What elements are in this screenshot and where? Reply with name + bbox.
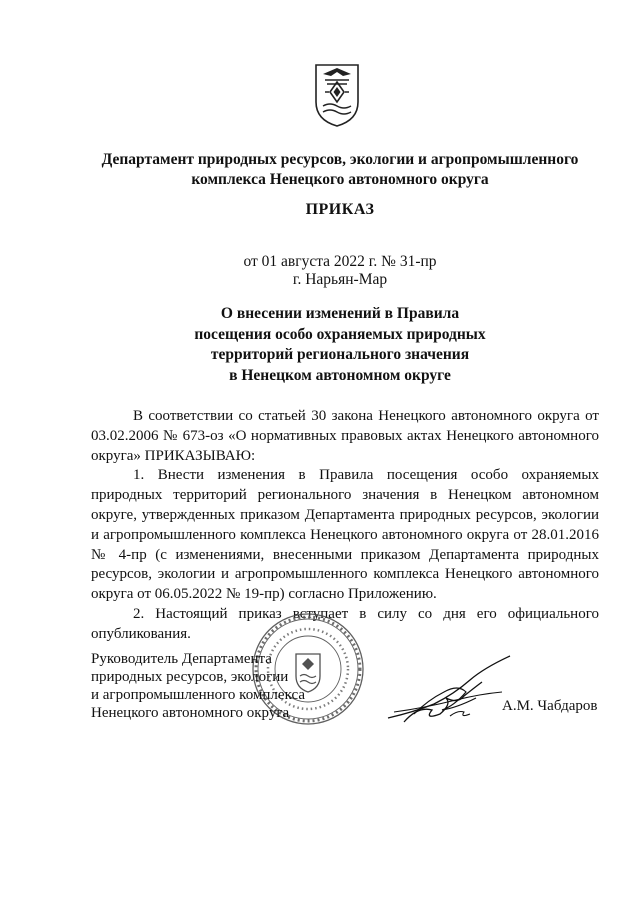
order-date: от 01 августа 2022 г. № 31-пр — [243, 253, 437, 270]
position-line-1: Руководитель Департамента — [91, 651, 272, 667]
signatory-position — [91, 650, 341, 722]
handwritten-signature-icon — [384, 652, 514, 730]
order-item-1: 1. Внести изменения в Правила посещения особо охраняемых природных территорий регионального значения в Ненецком автономном округе, утвержденных приказом Департамента природных ресурсов, экологии и агропромышленного комплекса Ненецкого автономного округа от 28.01.2016 № 4-пр (с изменениями, внесенными приказом Департамента природных ресурсов, экологии и агропромышленного комплекса Ненецкого автономного округа от 06.05.2022 № 19-пр) согласно Приложению. — [91, 467, 599, 603]
department-line-2: комплекса Ненецкого автономного округа — [191, 171, 489, 188]
department-name — [60, 150, 620, 190]
position-line-4: Ненецкого автономного округа — [91, 705, 290, 721]
signatory-name: А.М. Чабдаров — [502, 698, 598, 714]
order-item-2: 2. Настоящий приказ вступает в силу со дня его официального опубликования. — [91, 605, 599, 642]
subject-line-1: О внесении изменений в Правила — [220, 305, 460, 322]
order-subject — [130, 304, 550, 386]
position-line-2: природных ресурсов, экологии — [91, 669, 289, 685]
nenets-coat-of-arms-icon — [313, 62, 361, 128]
department-line-1: Департамент природных ресурсов, экологии и агропромышленного — [101, 151, 579, 168]
subject-line-4: в Ненецком автономном округе — [229, 366, 451, 384]
subject-line-3: территорий регионального значения — [210, 346, 470, 363]
subject-line-2: посещения особо охраняемых природных — [194, 325, 486, 343]
order-title: ПРИКАЗ — [305, 201, 375, 218]
order-city: г. Нарьян-Мар — [292, 271, 388, 288]
position-line-3: и агропромышленного комплекса — [91, 687, 305, 703]
order-body — [91, 407, 599, 645]
preamble-paragraph: В соответствии со статьей 30 закона Ненецкого автономного округа от 03.02.2006 № 673-оз «О нормативных правовых актах Ненецкого автономного округа» ПРИКАЗЫВАЮ: — [91, 408, 599, 464]
